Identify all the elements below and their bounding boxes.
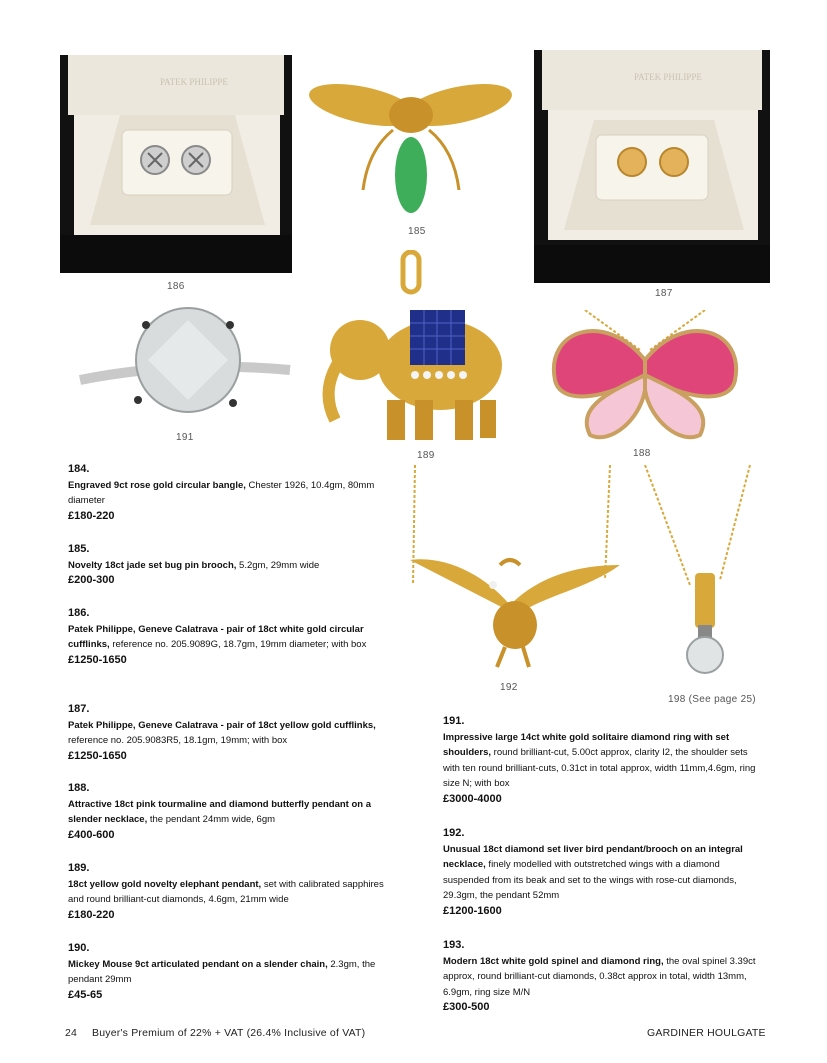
- lot-estimate: £400-600: [68, 828, 115, 841]
- lot-description: the pendant 24mm wide, 6gm: [147, 814, 276, 825]
- lot-190: [68, 941, 386, 1003]
- lot-title: Novelty 18ct jade set bug pin brooch,: [68, 559, 237, 571]
- lot-description: round brilliant-cut, 5.00ct approx, clarity I2, the shoulder sets with ten round brilliant-cuts, 0.31ct in total approx, width 11mm,4.6gm, ring size N; with box: [443, 747, 756, 789]
- lot-198-image: [640, 465, 760, 685]
- lot-187: [68, 702, 386, 764]
- lot-184: [68, 462, 388, 524]
- bug-brooch-photo: [303, 70, 518, 220]
- lot-estimate: £180-220: [68, 509, 115, 522]
- lot-number: 188.: [68, 782, 90, 794]
- lot-188-image: [545, 310, 745, 445]
- lot-188-caption: 188: [633, 448, 651, 459]
- lot-number: 189.: [68, 862, 90, 874]
- lot-number: 190.: [68, 942, 90, 954]
- lot-192-image: [405, 465, 630, 675]
- solitaire-ring-photo: [78, 305, 293, 425]
- brand-name: GARDINER HOULGATE: [647, 1027, 766, 1039]
- lot-title: Patek Philippe, Geneve Calatrava - pair of 18ct yellow gold cufflinks,: [68, 719, 376, 731]
- lot-186-caption: 186: [167, 281, 185, 292]
- lot-description: the oval spinel 3.39ct approx, round brilliant-cut diamonds, 0.38ct approx in total, width 13mm, 6.9gm, ring size M/N: [443, 955, 756, 998]
- lot-estimate: £45-65: [68, 988, 103, 1001]
- lot-estimate: £180-220: [68, 908, 115, 921]
- lot-estimate: £300-500: [443, 1001, 490, 1013]
- lot-191-image: [78, 305, 293, 425]
- butterfly-pendant-photo: [545, 310, 745, 445]
- lot-198-caption: 198 (See page 25): [668, 694, 756, 705]
- solitaire-pendant-photo: [640, 465, 760, 685]
- lot-193: [443, 938, 763, 1016]
- lot-title: Modern 18ct white gold spinel and diamond ring,: [443, 955, 664, 967]
- lot-title: 18ct yellow gold novelty elephant pendant,: [68, 878, 262, 890]
- lot-title: Impressive large 14ct white gold solitaire diamond ring with set shoulders,: [443, 731, 730, 758]
- lot-estimate: £1250-1650: [68, 653, 127, 666]
- lot-description: set with calibrated sapphires and round brilliant-cut diamonds, 4.6gm, 21mm wide: [68, 878, 384, 905]
- lot-185: [68, 542, 388, 589]
- svg-text:PATEK PHILIPPE: PATEK PHILIPPE: [160, 77, 228, 87]
- lot-description: Chester 1926, 10.4gm, 80mm diameter: [68, 479, 375, 506]
- lot-estimate: £1250-1650: [68, 749, 127, 762]
- cufflinks-box-photo: [60, 55, 292, 273]
- lot-estimate: £3000-4000: [443, 792, 502, 805]
- lot-title: Mickey Mouse 9ct articulated pendant on a slender chain,: [68, 958, 328, 970]
- lot-number: 193.: [443, 939, 465, 951]
- lot-185-caption: 185: [408, 226, 426, 237]
- lot-186: [68, 606, 386, 668]
- buyers-premium-note: Buyer's Premium of 22% + VAT (26.4% Inclusive of VAT): [92, 1027, 366, 1039]
- lot-number: 184.: [68, 463, 90, 475]
- lot-186-image: [60, 55, 292, 273]
- lot-estimate: £1200-1600: [443, 904, 502, 917]
- lot-estimate: £200-300: [68, 574, 115, 586]
- lot-title: Patek Philippe, Geneve Calatrava - pair of 18ct white gold circular cufflinks,: [68, 623, 364, 650]
- lot-192-caption: 192: [500, 682, 518, 693]
- lot-188: [68, 781, 386, 843]
- lot-191-caption: 191: [176, 432, 194, 443]
- lot-191: [443, 714, 763, 807]
- lot-description: finely modelled with outstretched wings with a diamond suspended from its beak and set to the wings with rose-cut diamonds, 29.3gm, the pendant 52mm: [443, 859, 737, 901]
- liver-bird-necklace-photo: [405, 465, 630, 675]
- lot-number: 191.: [443, 715, 465, 727]
- lot-number: 187.: [68, 703, 90, 715]
- lot-192: [443, 826, 763, 919]
- lot-189: [68, 861, 386, 923]
- lot-number: 192.: [443, 827, 465, 839]
- lot-title: Attractive 18ct pink tourmaline and diamond butterfly pendant on a slender necklace,: [68, 798, 371, 825]
- gold-cufflinks-box-photo: [534, 50, 770, 283]
- lot-number: 186.: [68, 607, 90, 619]
- page-number: 24: [65, 1027, 78, 1039]
- lot-187-image: [534, 50, 770, 283]
- lot-description: 5.2gm, 29mm wide: [236, 559, 320, 571]
- elephant-pendant-photo: [315, 250, 515, 446]
- lot-description: reference no. 205.9083R5, 18.1gm, 19mm; with box: [68, 735, 288, 746]
- lot-185-image: [303, 70, 518, 220]
- lot-189-image: [315, 250, 515, 446]
- lot-description: 2.3gm, the pendant 29mm: [68, 958, 376, 985]
- lot-title: Engraved 9ct rose gold circular bangle,: [68, 479, 246, 491]
- lot-187-caption: 187: [655, 288, 673, 299]
- lot-title: Unusual 18ct diamond set liver bird pendant/brooch on an integral necklace,: [443, 843, 743, 870]
- svg-text:PATEK PHILIPPE: PATEK PHILIPPE: [634, 72, 702, 82]
- lot-number: 185.: [68, 543, 90, 555]
- lot-description: reference no. 205.9089G, 18.7gm, 19mm diameter; with box: [109, 639, 367, 650]
- lot-189-caption: 189: [417, 450, 435, 461]
